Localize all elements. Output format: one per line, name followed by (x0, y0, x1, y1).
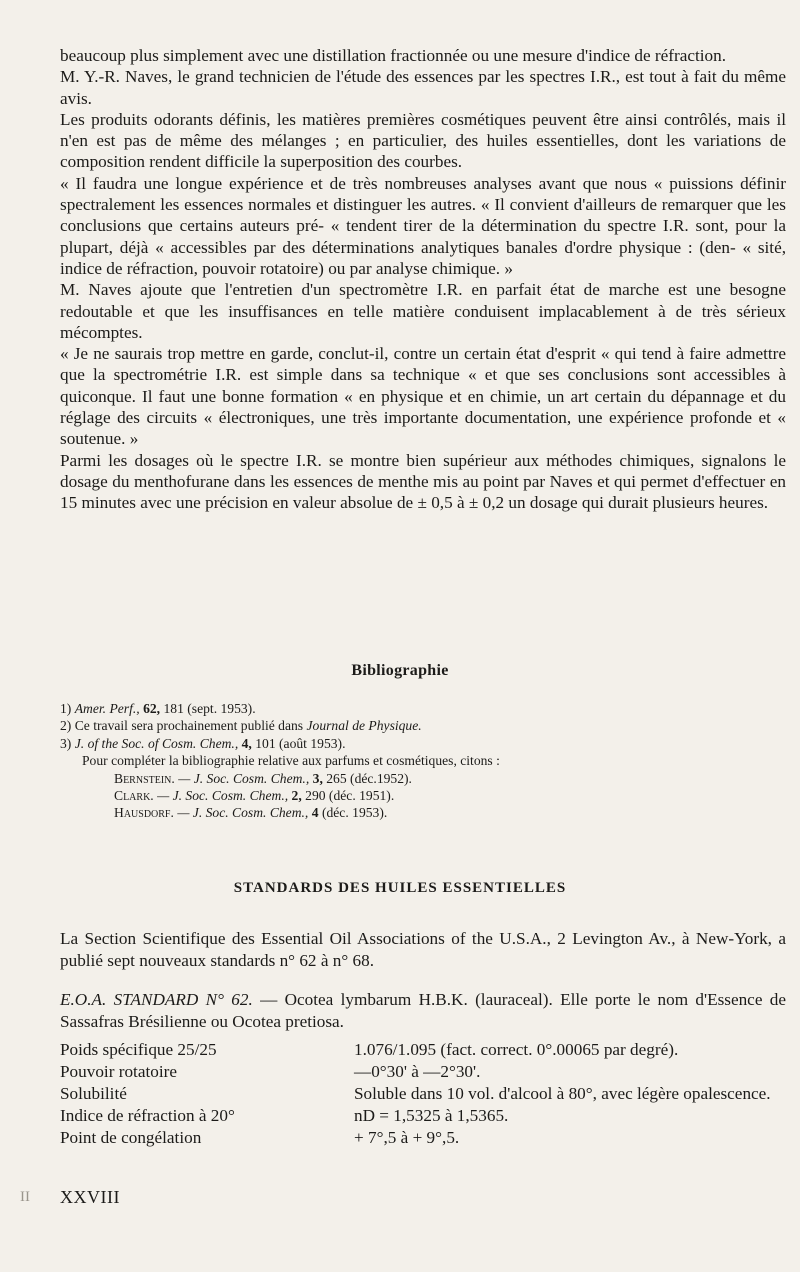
paragraph: Parmi les dosages où le spectre I.R. se montre bien supérieur aux méthodes chimiques, signalons le dosage du menthofurane dans les essences de menthe mis au point par Naves et qui permet d'effectuer en 15 minutes avec une précision en valeur absolue de ± 0,5 à ± 0,2 un dosage qui durait plusieurs heures. (60, 450, 786, 513)
reference-number: 2) (60, 718, 72, 734)
reference-number: 1) (60, 701, 72, 716)
standards-intro: La Section Scientifique des Essential Oil Associations of the U.S.A., 2 Levington Av., à New-York, a publié sept nouveaux standards n° 62 à n° 68. (60, 929, 786, 970)
reference-source: J. of the Soc. of Cosm. Chem., (74, 735, 239, 751)
standard-text: — Ocotea lymbarum H.B.K. (lauraceal). Elle porte le nom d'Essence de Sassafras Brésilienne ou Ocotea pretiosa. (60, 990, 786, 1031)
reference-details: 181 (sept. 1953). (163, 701, 256, 716)
property-row (60, 1105, 790, 1127)
bibliography-intro: Pour compléter la bibliographie relative aux parfums et cosmétiques, citons : (82, 753, 500, 769)
citation-details: (déc. 1953). (321, 805, 388, 821)
standard-description (60, 989, 786, 1032)
property-row (60, 1127, 790, 1149)
property-row (60, 1083, 790, 1105)
reference-item (60, 735, 760, 752)
property-label: Point de congélation (60, 1128, 202, 1147)
paragraph: Les produits odorants définis, les matières premières cosmétiques peuvent être ainsi contrôlés, mais il n'en est pas de même des mélanges ; en particulier, des huiles essentielles, dont les variations de composition rendent difficile la superposition des courbes. (60, 109, 786, 172)
reference-details: 101 (août 1953). (255, 735, 346, 751)
paragraph: beaucoup plus simplement avec une distillation fractionnée ou une mesure d'indice de réfraction. (60, 46, 727, 65)
citation-item (114, 770, 760, 787)
standards-heading: STANDARDS DES HUILES ESSENTIELLES (233, 880, 567, 896)
property-value: + 7°,5 à + 9°,5. (354, 1128, 460, 1147)
properties-table (60, 1039, 790, 1149)
citation-author: Clark. (114, 788, 154, 804)
quote-paragraph: « Je ne saurais trop mettre en garde, conclut-il, contre un certain état d'esprit « qui tend à faire admettre que la spectrométrie I.R. est simple dans sa technique « et que ses conclusions sont accessibles à quiconque. Il faut une bonne formation « en physique et en chimie, un art certain du dépannage et du réglage des circuits « électroniques, une très importante documentation, une expérience profonde et « soutenue. » (60, 344, 786, 449)
bibliography-list (60, 700, 760, 822)
citation-volume: 2, (291, 788, 302, 804)
property-row (60, 1061, 790, 1083)
margin-mark: II (20, 1189, 30, 1205)
citation-details: 290 (déc. 1951). (305, 788, 395, 804)
reference-volume: 4, (241, 735, 252, 751)
citation-details: 265 (déc.1952). (326, 770, 412, 786)
property-value: nD = 1,5325 à 1,5365. (354, 1106, 509, 1125)
citation-volume: 4 (311, 805, 319, 821)
standard-label: E.O.A. STANDARD N° 62. (60, 990, 253, 1009)
article-body (60, 45, 786, 514)
property-row (60, 1039, 790, 1061)
bibliography-heading: Bibliographie (351, 662, 449, 679)
quote-paragraph: « Il faudra une longue expérience et de très nombreuses analyses avant que nous « puissions définir spectralement les essences normales et distinguer les autres. « Il convient d'ailleurs de remarquer que les conclusions que certains auteurs pré- « tendent tirer de la détermination du spectre I.R. sont, pour la plupart, déjà « accessibles par des déterminations analytiques banales d'ordre physique : (den- « sité, indice de réfraction, pouvoir rotatoire) ou par analyse chimique. » (60, 173, 786, 278)
citation-source: — J. Soc. Cosm. Chem., (178, 770, 310, 786)
paragraph: M. Naves ajoute que l'entretien d'un spectromètre I.R. en parfait état de marche est une besogne redoutable et que les insuffisances en telle matière conduisent implacablement à de très sérieux mécomptes. (60, 280, 786, 342)
property-label: Poids spécifique 25/25 (60, 1040, 217, 1059)
citation-author: Hausdorf. (114, 805, 174, 821)
reference-source: Journal de Physique. (306, 718, 422, 734)
paragraph: M. Y.-R. Naves, le grand technicien de l'étude des essences par les spectres I.R., est tout à fait du même avis. (60, 67, 786, 108)
property-label: Indice de réfraction à 20° (60, 1106, 235, 1125)
citation-author: Bernstein. (114, 770, 175, 786)
property-label: Pouvoir rotatoire (60, 1062, 177, 1081)
property-value: —0°30' à —2°30'. (354, 1062, 481, 1081)
citation-source: — J. Soc. Cosm. Chem., (177, 805, 309, 821)
page-number: XXVIII (60, 1187, 120, 1207)
citation-item (114, 804, 760, 821)
reference-source: Amer. Perf., (74, 701, 140, 716)
reference-text: Ce travail sera prochainement publié dans (74, 718, 304, 734)
reference-item (60, 717, 760, 734)
property-value: 1.076/1.095 (fact. correct. 0°.00065 par degré). (354, 1040, 679, 1059)
reference-volume: 62, (143, 701, 161, 716)
reference-item (60, 700, 760, 717)
citation-volume: 3, (312, 770, 323, 786)
citation-item (114, 787, 760, 804)
reference-number: 3) (60, 735, 72, 751)
property-label: Solubilité (60, 1084, 127, 1103)
citation-source: — J. Soc. Cosm. Chem., (157, 788, 289, 804)
property-value: Soluble dans 10 vol. d'alcool à 80°, avec légère opalescence. (354, 1084, 771, 1103)
